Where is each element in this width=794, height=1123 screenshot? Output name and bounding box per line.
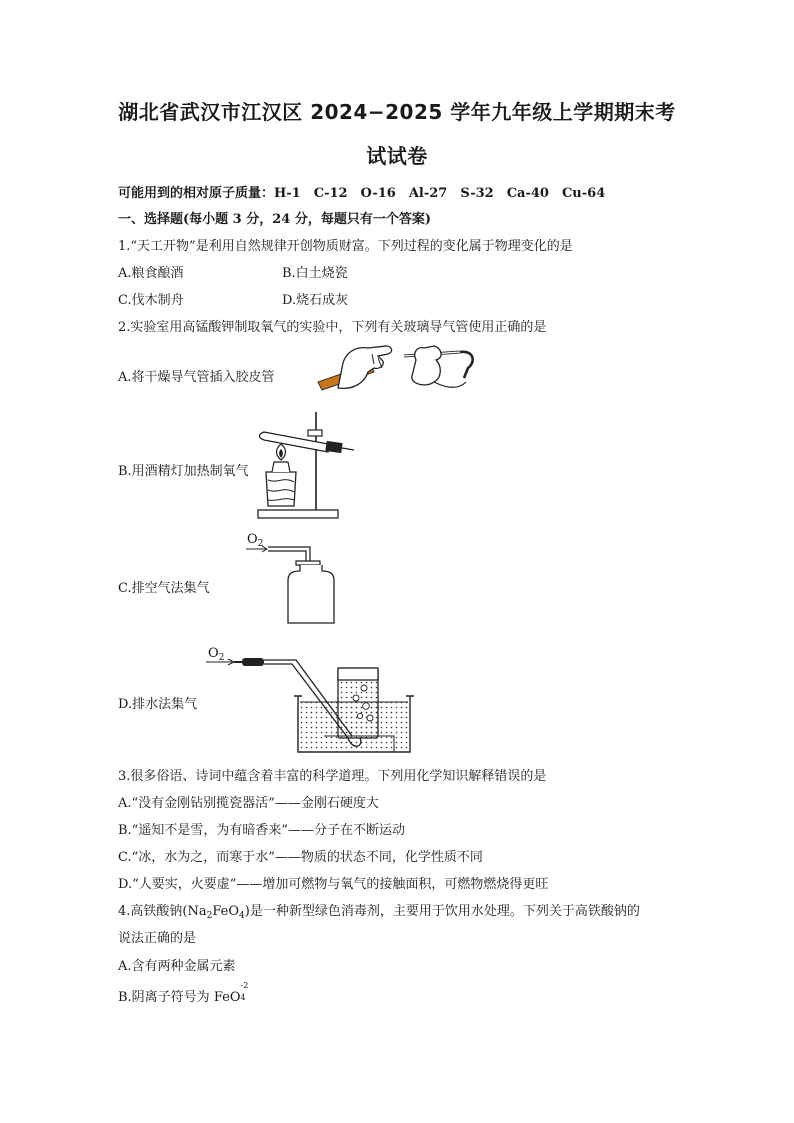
q4-option-a[interactable]: A.含有两种金属元素	[118, 959, 236, 974]
q2-option-b[interactable]: B.用酒精灯加热制氧气	[118, 464, 249, 479]
page-title-line2: 试试卷	[366, 144, 428, 168]
q1-option-c[interactable]: C.伐木制舟	[118, 293, 184, 308]
atomic-masses: 可能用到的相对原子质量：H-1 C-12 O-16 Al-27 S-32 Ca-40 Cu-64	[118, 186, 606, 201]
question-3-stem: 3.很多俗语、诗词中蕴含着丰富的科学道理。下列用化学知识解释错误的是	[118, 769, 547, 784]
page-title: 湖北省武汉市江汉区 2024−2025 学年九年级上学期期末考	[118, 100, 676, 124]
question-4-stem: 4.高铁酸钠$(Na_2FeO_4)$是一种新型绿色消毒剂，主要用于饮用水处理。下列关于高铁酸钠的	[118, 904, 640, 921]
q3-option-d[interactable]: D.“人要实，火要虚”——增加可燃物与氧气的接触面积，可燃物燃烧得更旺	[118, 877, 549, 892]
q4-option-b[interactable]: B.阴离子符号为 FeO -2 4	[118, 981, 249, 1005]
section-heading: 一、选择题(每小题 3 分，24 分，每题只有一个答案)	[118, 212, 432, 227]
q1-option-b[interactable]: B.白土烧瓷	[282, 266, 348, 281]
question-1-stem: 1.“天工开物”是利用自然规律开创物质财富。下列过程的变化属于物理变化的是	[118, 239, 573, 254]
gas-bottle-icon	[244, 545, 344, 627]
q2-option-d[interactable]: D.排水法集气	[118, 697, 198, 712]
q1-option-a[interactable]: A.粮食酿酒	[118, 266, 184, 281]
q1-option-d[interactable]: D.烧石成灰	[282, 293, 349, 308]
hands-tube-icon	[312, 338, 482, 398]
q3-option-a[interactable]: A.“没有金刚钻别揽瓷器活”——金刚石硬度大	[118, 796, 379, 811]
q3-option-b[interactable]: B.“遥知不是雪，为有暗香来”——分子在不断运动	[118, 823, 405, 838]
q3-option-c[interactable]: C.“冰，水为之，而寒于水”——物质的状态不同，化学性质不同	[118, 850, 483, 865]
q2-option-c[interactable]: C.排空气法集气	[118, 581, 210, 596]
alcohol-lamp-apparatus-icon	[256, 410, 356, 522]
question-2-stem: 2.实验室用高锰酸钾制取氧气的实验中，下列有关玻璃导气管使用正确的是	[118, 320, 547, 335]
o2-label-d: $O_2$	[208, 646, 225, 663]
water-trough-icon	[204, 640, 414, 756]
q2-option-a[interactable]: A.将干燥导气管插入胶皮管	[118, 370, 275, 385]
o2-label-c: $O_2$	[247, 532, 264, 549]
question-4-stem-line2: 说法正确的是	[118, 931, 197, 946]
